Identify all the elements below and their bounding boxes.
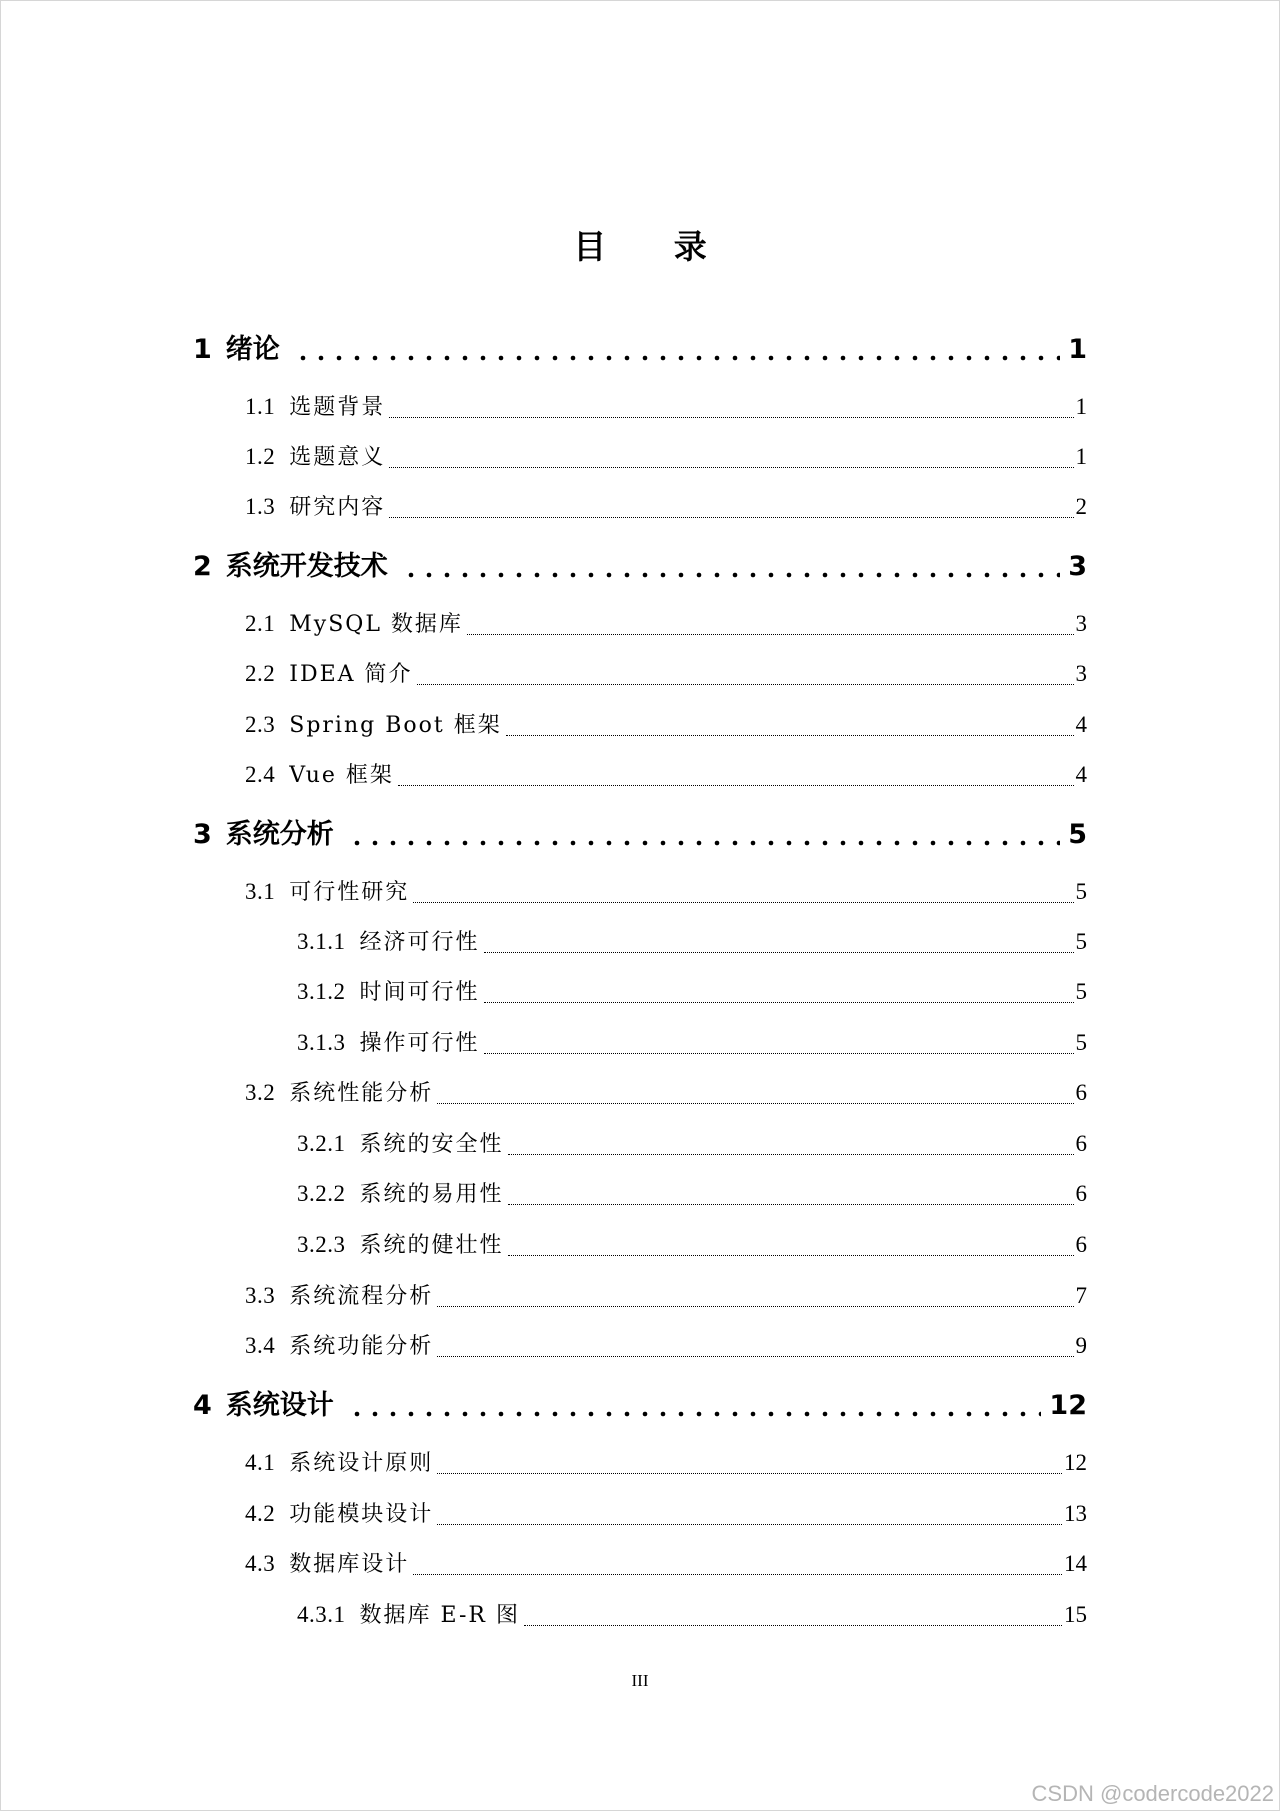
dot-leader: [437, 1356, 1073, 1357]
toc-entry-page: 5: [1075, 879, 1087, 904]
dot-leader: [437, 1306, 1073, 1307]
toc-entry-chapter-3[interactable]: [193, 812, 1087, 854]
dot-leader: [413, 1574, 1062, 1575]
toc-entry-label: 系统流程分析: [289, 1284, 434, 1309]
toc-entry-number: 1: [193, 334, 212, 365]
dot-leader: [524, 1625, 1062, 1626]
dot-leader: [389, 467, 1073, 468]
toc-entry-subsection[interactable]: [297, 1177, 1087, 1211]
toc-entry-page: 6: [1075, 1131, 1087, 1156]
toc-entry-section[interactable]: [245, 1547, 1087, 1581]
dot-leader: [508, 1154, 1074, 1155]
toc-entry-page: 3: [1075, 661, 1087, 686]
toc-entry-label: 系统开发技术: [225, 551, 388, 582]
dot-leader: [398, 785, 1074, 786]
page-number: III: [631, 1671, 649, 1690]
toc-entry-chapter-4[interactable]: [193, 1383, 1087, 1425]
dot-leader: [484, 1053, 1074, 1054]
toc-entry-page: 6: [1075, 1181, 1087, 1206]
toc-entry-page: 9: [1075, 1333, 1087, 1358]
toc-entry-section[interactable]: [245, 440, 1087, 474]
toc-entry-number: 3.2.1: [297, 1131, 346, 1156]
toc-entry-section[interactable]: [245, 1446, 1087, 1480]
toc-entry-subsection[interactable]: [297, 1127, 1087, 1161]
toc-entry-section[interactable]: [245, 607, 1087, 641]
dot-leader: [508, 1204, 1074, 1205]
toc-entry-label: 系统分析: [225, 819, 334, 850]
toc-entry-label: 系统设计: [225, 1390, 334, 1421]
toc-entry-label: 选题意义: [289, 445, 386, 470]
toc-entry-chapter-1[interactable]: [193, 327, 1087, 369]
toc-entry-page: 6: [1075, 1232, 1087, 1257]
toc-entry-page: 1: [1068, 334, 1087, 365]
toc-entry-number: 3.1: [245, 879, 276, 904]
dot-leader: [484, 952, 1074, 953]
toc-entry-page: 7: [1075, 1283, 1087, 1308]
toc-entry-number: 4.1: [245, 1450, 276, 1475]
toc-entry-page: 5: [1075, 979, 1087, 1004]
toc-entry-number: 4.2: [245, 1501, 276, 1526]
dot-leader: [484, 1002, 1074, 1003]
toc-entry-label: 功能模块设计: [289, 1502, 434, 1527]
toc-entry-subsection[interactable]: [297, 1228, 1087, 1262]
toc-entry-number: 2.3: [245, 712, 276, 737]
toc-entry-section[interactable]: [245, 1279, 1087, 1313]
toc-entry-section[interactable]: [245, 490, 1087, 524]
toc-entry-subsection[interactable]: [297, 1598, 1087, 1632]
toc-entry-section[interactable]: [245, 758, 1087, 792]
toc-entry-label: 研究内容: [289, 495, 386, 520]
dot-leader: [508, 1255, 1074, 1256]
dot-leader: [389, 417, 1073, 418]
dot-leader: [344, 839, 1060, 847]
toc-entry-label: 数据库 E-R 图: [359, 1603, 520, 1628]
toc-entry-section[interactable]: [245, 390, 1087, 424]
toc-entry-label: 数据库设计: [289, 1552, 410, 1577]
toc-entry-chapter-2[interactable]: [193, 544, 1087, 586]
toc-entry-label: 操作可行性: [359, 1031, 480, 1056]
toc-entry-page: 3: [1075, 611, 1087, 636]
toc-entry-section[interactable]: [245, 708, 1087, 742]
toc-entry-number: 2.2: [245, 661, 276, 686]
toc-entry-number: 3.1.2: [297, 979, 346, 1004]
dot-leader: [417, 684, 1074, 685]
toc-entry-section[interactable]: [245, 1497, 1087, 1531]
dot-leader: [413, 902, 1073, 903]
toc-entry-subsection[interactable]: [297, 975, 1087, 1009]
toc-entry-number: 4.3: [245, 1551, 276, 1576]
dot-leader: [437, 1524, 1062, 1525]
toc-entry-number: 2: [193, 551, 212, 582]
toc-entry-page: 4: [1075, 762, 1087, 787]
toc-entry-number: 2.4: [245, 762, 276, 787]
toc-entry-number: 1.3: [245, 494, 276, 519]
toc-entry-page: 2: [1075, 494, 1087, 519]
toc-title: 目 录: [573, 227, 735, 266]
toc-entry-page: 5: [1075, 1030, 1087, 1055]
toc-entry-number: 4: [193, 1390, 212, 1421]
toc-entry-section[interactable]: [245, 657, 1087, 691]
toc-entry-page: 13: [1064, 1501, 1087, 1526]
toc-entry-number: 3.2.3: [297, 1232, 346, 1257]
dot-leader: [437, 1103, 1073, 1104]
toc-entry-subsection[interactable]: [297, 925, 1087, 959]
toc-entry-page: 14: [1064, 1551, 1087, 1576]
toc-entry-number: 3: [193, 819, 212, 850]
toc-entry-label: 经济可行性: [359, 930, 480, 955]
toc-entry-page: 5: [1075, 929, 1087, 954]
toc-entry-label: 系统的安全性: [359, 1132, 504, 1157]
toc-entry-label: 时间可行性: [359, 980, 480, 1005]
toc-entry-page: 1: [1075, 444, 1087, 469]
toc-entry-number: 3.1.3: [297, 1030, 346, 1055]
toc-entry-page: 3: [1068, 551, 1087, 582]
toc-entry-page: 12: [1064, 1450, 1087, 1475]
toc-entry-section[interactable]: [245, 875, 1087, 909]
toc-entry-number: 3.2.2: [297, 1181, 346, 1206]
toc-entry-number: 1.1: [245, 394, 276, 419]
toc-entry-label: 系统性能分析: [289, 1081, 434, 1106]
toc-entry-page: 15: [1064, 1602, 1087, 1627]
toc-entry-section[interactable]: [245, 1076, 1087, 1110]
toc-entry-label: 选题背景: [289, 395, 386, 420]
toc-entry-label: 系统功能分析: [289, 1334, 434, 1359]
toc-entry-page: 1: [1075, 394, 1087, 419]
toc-entry-label: MySQL 数据库: [289, 612, 463, 637]
toc-entry-page: 12: [1049, 1390, 1087, 1421]
toc-entry-label: 系统的健壮性: [359, 1233, 504, 1258]
toc-entry-label: 系统设计原则: [289, 1451, 434, 1476]
toc-entry-label: 可行性研究: [289, 880, 410, 905]
toc-entry-subsection[interactable]: [297, 1026, 1087, 1060]
toc-entry-label: IDEA 简介: [289, 662, 413, 687]
toc-entry-number: 1.2: [245, 444, 276, 469]
toc-entry-number: 3.2: [245, 1080, 276, 1105]
dot-leader: [290, 354, 1060, 362]
toc-entry-label: Spring Boot 框架: [289, 713, 502, 738]
toc-entry-number: 3.1.1: [297, 929, 346, 954]
toc-entry-section[interactable]: [245, 1329, 1087, 1363]
toc-entry-page: 4: [1075, 712, 1087, 737]
dot-leader: [398, 571, 1060, 579]
toc-entry-number: 2.1: [245, 611, 276, 636]
toc-entry-label: 绪论: [225, 334, 280, 365]
dot-leader: [467, 634, 1074, 635]
dot-leader: [344, 1410, 1042, 1418]
toc-entry-number: 3.4: [245, 1333, 276, 1358]
toc-entry-label: Vue 框架: [289, 763, 394, 788]
toc-entry-label: 系统的易用性: [359, 1182, 504, 1207]
watermark: CSDN @codercode2022: [1031, 1781, 1274, 1806]
dot-leader: [506, 735, 1074, 736]
toc-entry-number: 3.3: [245, 1283, 276, 1308]
toc-entry-page: 5: [1068, 819, 1087, 850]
dot-leader: [437, 1473, 1062, 1474]
toc-entry-page: 6: [1075, 1080, 1087, 1105]
toc-entry-number: 4.3.1: [297, 1602, 346, 1627]
dot-leader: [389, 517, 1073, 518]
